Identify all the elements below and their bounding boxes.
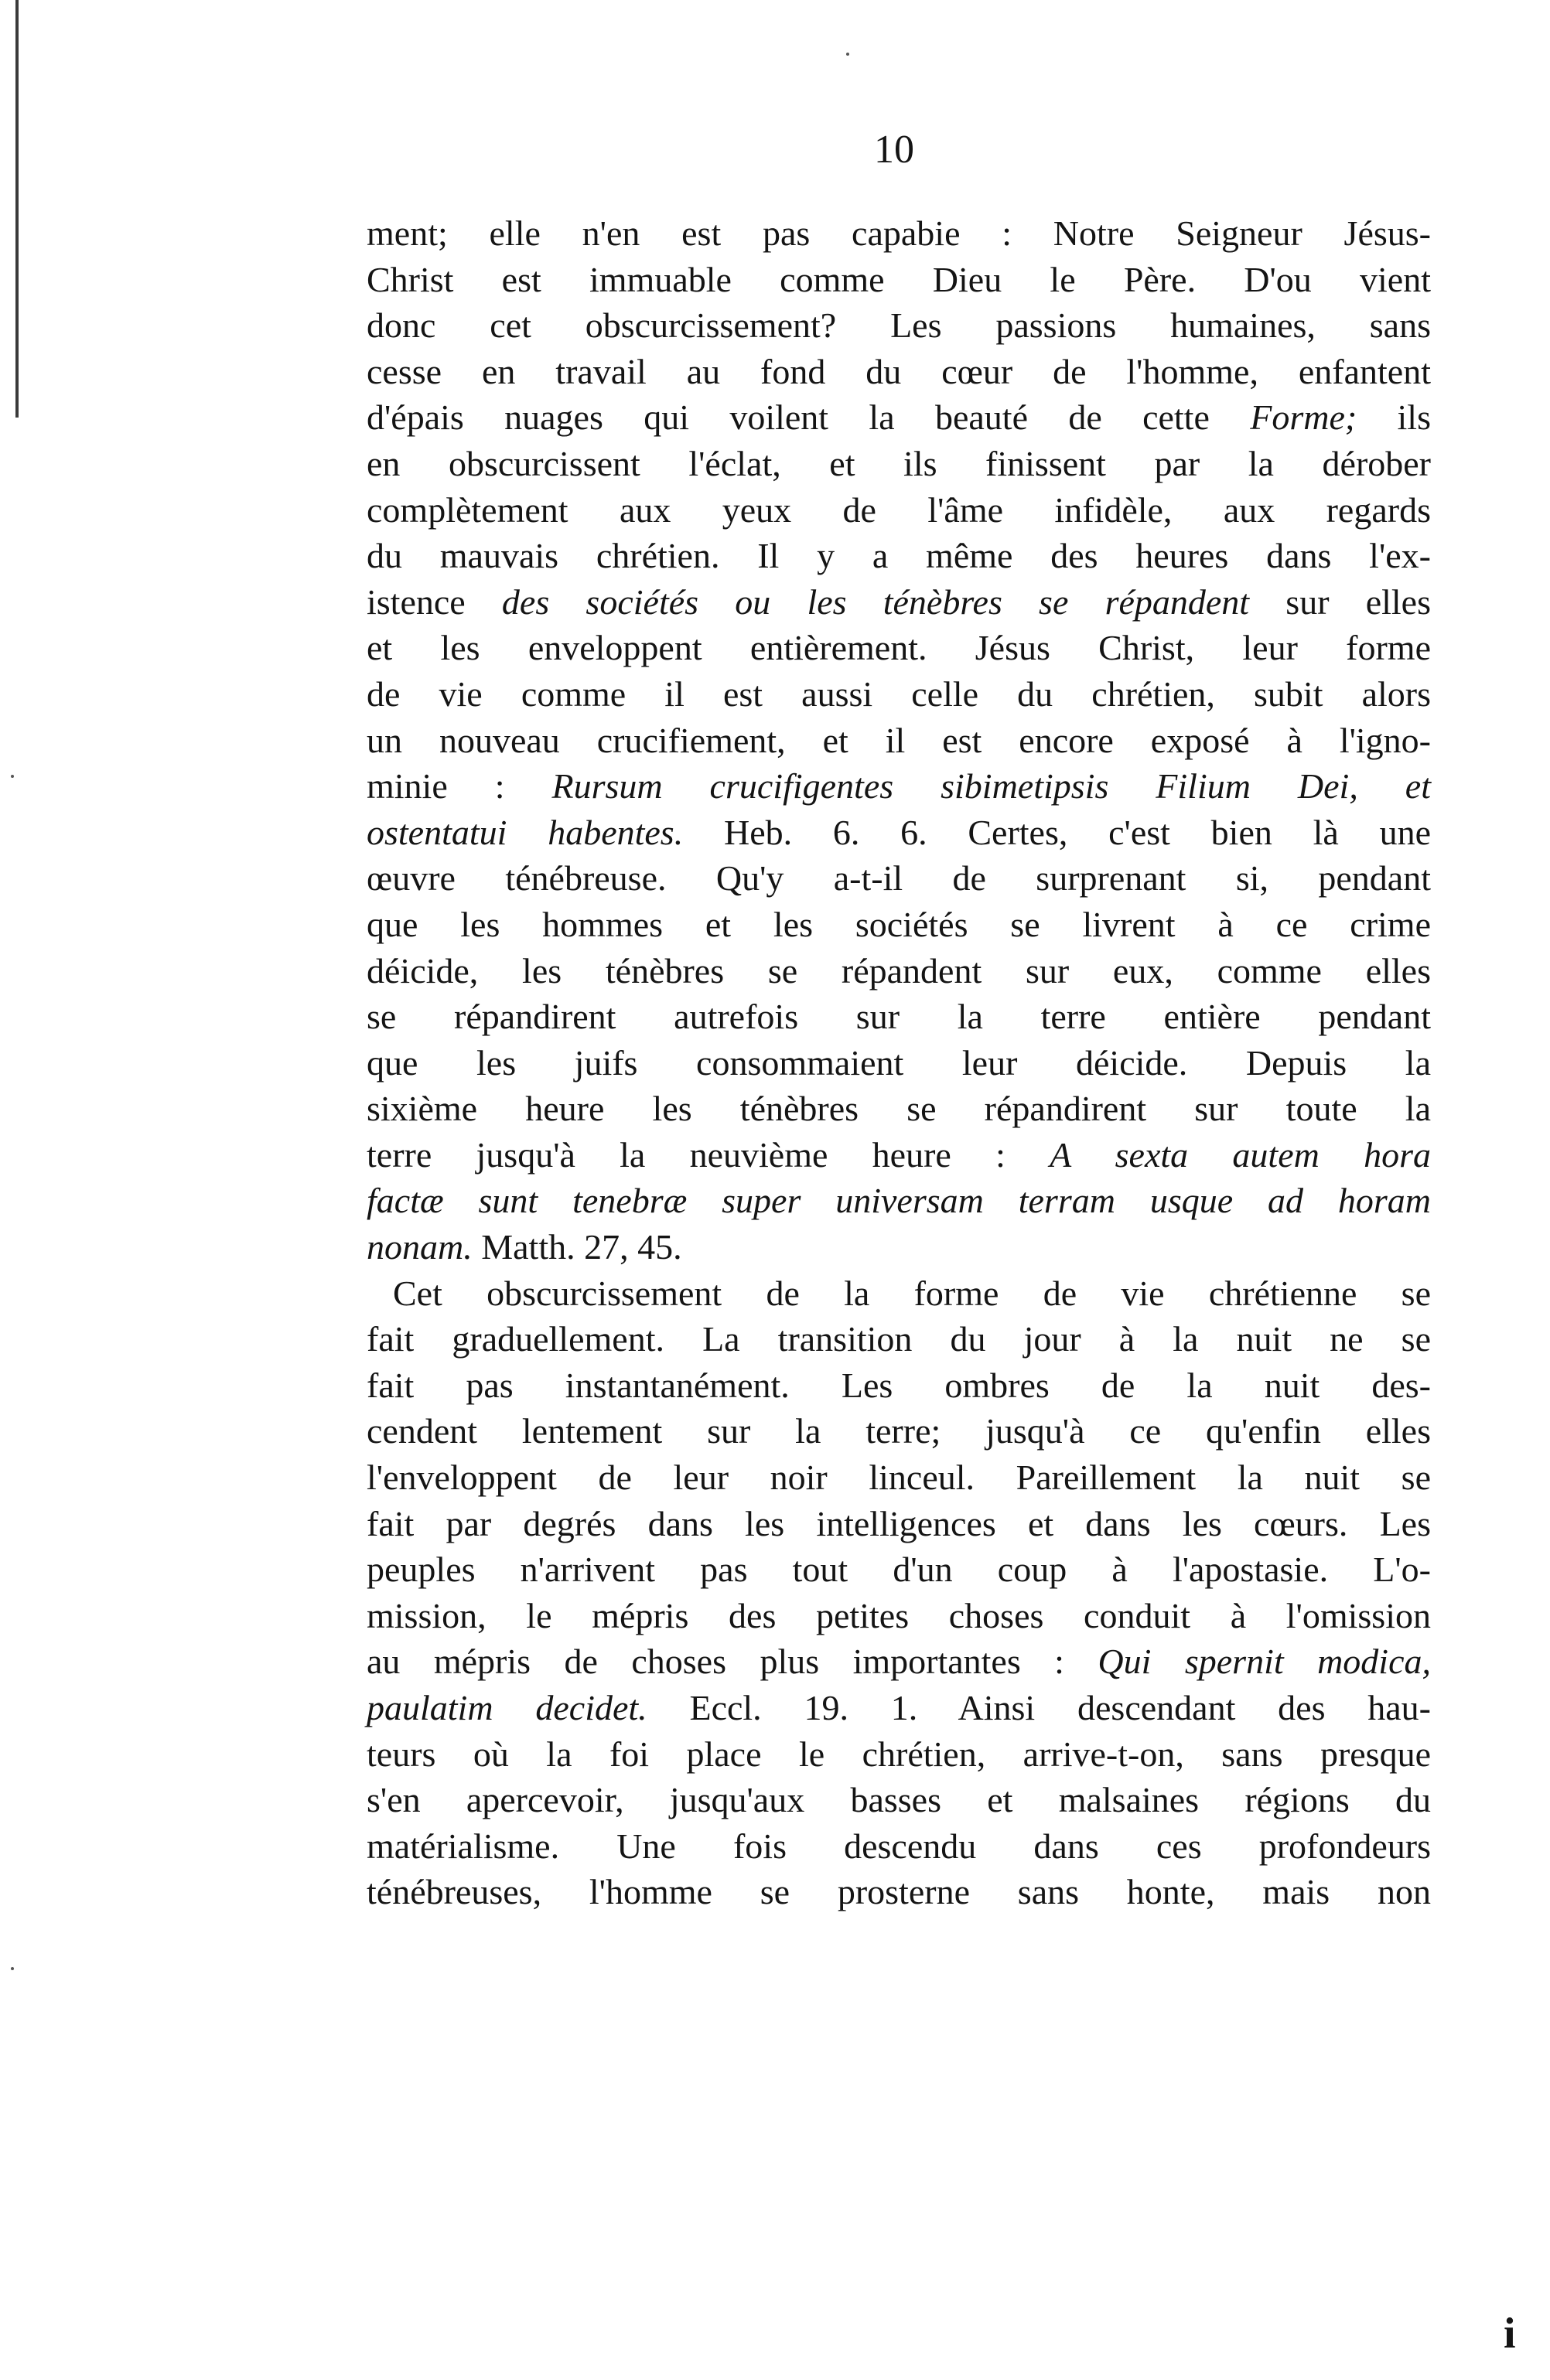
text-line xyxy=(367,1685,1431,1731)
text-segment: terre jusqu'à la neuvième heure : xyxy=(367,1134,1050,1175)
text-line xyxy=(367,579,1431,626)
text-line xyxy=(367,810,1431,856)
text-line xyxy=(367,349,1431,395)
text-segment: fait pas instantanément. Les ombres de la nuit des- xyxy=(367,1365,1431,1405)
text-segment: œuvre ténébreuse. Qu'y a-t-il de surprenant si, pendant xyxy=(367,858,1431,898)
text-segment: cendent lentement sur la terre; jusqu'à ce qu'enfin elles xyxy=(367,1411,1431,1451)
text-line xyxy=(367,302,1431,349)
text-line xyxy=(367,1731,1431,1778)
text-segment: Matth. 27, 45. xyxy=(472,1227,682,1267)
text-segment: d'épais nuages qui voilent la beauté de cette xyxy=(367,397,1251,438)
text-segment: ment; elle n'en est pas capabie : Notre Seigneur Jésus- xyxy=(367,213,1431,253)
page-number: 10 xyxy=(874,128,914,172)
text-line xyxy=(367,855,1431,902)
text-segment: sur elles xyxy=(1249,581,1432,622)
text-segment: matérialisme. Une fois descendu dans ces profondeurs xyxy=(367,1826,1431,1866)
text-line xyxy=(367,763,1431,810)
text-segment: mission, le mépris des petites choses conduit à l'omission xyxy=(367,1595,1431,1635)
text-line xyxy=(367,441,1431,487)
print-speck xyxy=(11,1967,14,1970)
italic-segment: des sociétés ou les ténèbres se répandent xyxy=(501,581,1250,622)
text-line xyxy=(367,1638,1431,1685)
print-speck xyxy=(846,53,849,56)
text-segment: que les juifs consommaient leur déicide. Depuis la xyxy=(367,1042,1431,1083)
italic-segment: nonam. xyxy=(367,1227,473,1267)
text-line xyxy=(367,257,1431,303)
text-segment: complètement aux yeux de l'âme infidèle, aux regards xyxy=(367,489,1431,530)
text-line xyxy=(367,533,1431,579)
text-line xyxy=(367,487,1431,534)
text-line xyxy=(367,1454,1431,1501)
text-segment: Cet obscurcissement de la forme de vie chrétienne se xyxy=(393,1273,1431,1313)
text-segment: Christ est immuable comme Dieu le Père. D'ou vient xyxy=(367,259,1431,299)
text-segment: sixième heure les ténèbres se répandirent sur toute la xyxy=(367,1089,1431,1129)
text-segment: un nouveau crucifiement, et il est encore exposé à l'igno- xyxy=(367,720,1431,760)
italic-segment: Qui spernit modica, xyxy=(1098,1642,1431,1682)
text-line xyxy=(367,1132,1431,1178)
text-line xyxy=(367,1408,1431,1454)
text-line xyxy=(367,1270,1431,1317)
text-line xyxy=(367,1869,1431,1915)
text-segment: Heb. 6. 6. Certes, c'est bien là une xyxy=(683,812,1431,852)
corner-mark: i xyxy=(1504,2310,1516,2358)
text-segment: et les enveloppent entièrement. Jésus Christ, leur forme xyxy=(367,628,1431,668)
text-segment: l'enveloppent de leur noir linceul. Pareillement la nuit se xyxy=(367,1458,1431,1498)
text-segment: ténébreuses, l'homme se prosterne sans honte, mais non xyxy=(367,1872,1431,1912)
text-line xyxy=(367,1178,1431,1224)
text-line xyxy=(367,1777,1431,1823)
text-line xyxy=(367,994,1431,1040)
text-line xyxy=(367,1316,1431,1362)
text-line xyxy=(367,1546,1431,1593)
text-segment: que les hommes et les sociétés se livrent à ce crime xyxy=(367,904,1431,944)
italic-segment: factæ sunt tenebræ super universam terram usque ad horam xyxy=(367,1181,1431,1221)
text-line xyxy=(367,1040,1431,1086)
text-segment: du mauvais chrétien. Il y a même des heures dans l'ex- xyxy=(367,536,1431,576)
text-line xyxy=(367,625,1431,671)
text-line xyxy=(367,1593,1431,1639)
text-segment: minie : xyxy=(367,766,552,806)
text-line xyxy=(367,1086,1431,1132)
italic-segment: Forme; xyxy=(1250,397,1357,438)
text-line xyxy=(367,1224,1431,1270)
italic-segment: paulatim decidet. xyxy=(367,1688,647,1727)
text-line xyxy=(367,394,1431,441)
text-segment: Eccl. 19. 1. Ainsi descendant des hau- xyxy=(647,1688,1431,1727)
italic-segment: Rursum crucifigentes sibimetipsis Filium Dei, et xyxy=(551,766,1431,806)
text-line xyxy=(367,210,1431,257)
italic-segment: A sexta autem hora xyxy=(1050,1134,1431,1175)
text-segment: teurs où la foi place le chrétien, arrive-t-on, sans presque xyxy=(367,1734,1431,1774)
text-line xyxy=(367,902,1431,948)
text-segment: fait par degrés dans les intelligences et dans les cœurs. Les xyxy=(367,1503,1431,1543)
text-segment: ils xyxy=(1357,397,1431,438)
text-segment: en obscurcissent l'éclat, et ils finissent par la dérober xyxy=(367,443,1431,483)
text-line xyxy=(367,718,1431,764)
text-segment: au mépris de choses plus importantes : xyxy=(367,1642,1098,1682)
text-line xyxy=(367,1362,1431,1409)
italic-segment: ostentatui habentes. xyxy=(367,812,684,852)
text-segment: fait graduellement. La transition du jour à la nuit ne se xyxy=(367,1319,1431,1359)
text-segment: istence xyxy=(367,581,502,622)
body-text xyxy=(367,210,1431,1915)
text-line xyxy=(367,948,1431,994)
text-segment: donc cet obscurcissement? Les passions humaines, sans xyxy=(367,305,1431,346)
print-speck xyxy=(11,775,14,778)
text-segment: cesse en travail au fond du cœur de l'homme, enfantent xyxy=(367,351,1431,391)
binding-edge-rule xyxy=(15,0,19,418)
text-segment: s'en apercevoir, jusqu'aux basses et malsaines régions du xyxy=(367,1780,1431,1820)
text-line xyxy=(367,671,1431,718)
text-segment: peuples n'arrivent pas tout d'un coup à l'apostasie. L'o- xyxy=(367,1550,1431,1590)
text-segment: se répandirent autrefois sur la terre entière pendant xyxy=(367,997,1431,1037)
text-segment: déicide, les ténèbres se répandent sur eux, comme elles xyxy=(367,950,1431,991)
text-line xyxy=(367,1823,1431,1870)
text-line xyxy=(367,1501,1431,1547)
text-segment: de vie comme il est aussi celle du chrétien, subit alors xyxy=(367,673,1431,714)
